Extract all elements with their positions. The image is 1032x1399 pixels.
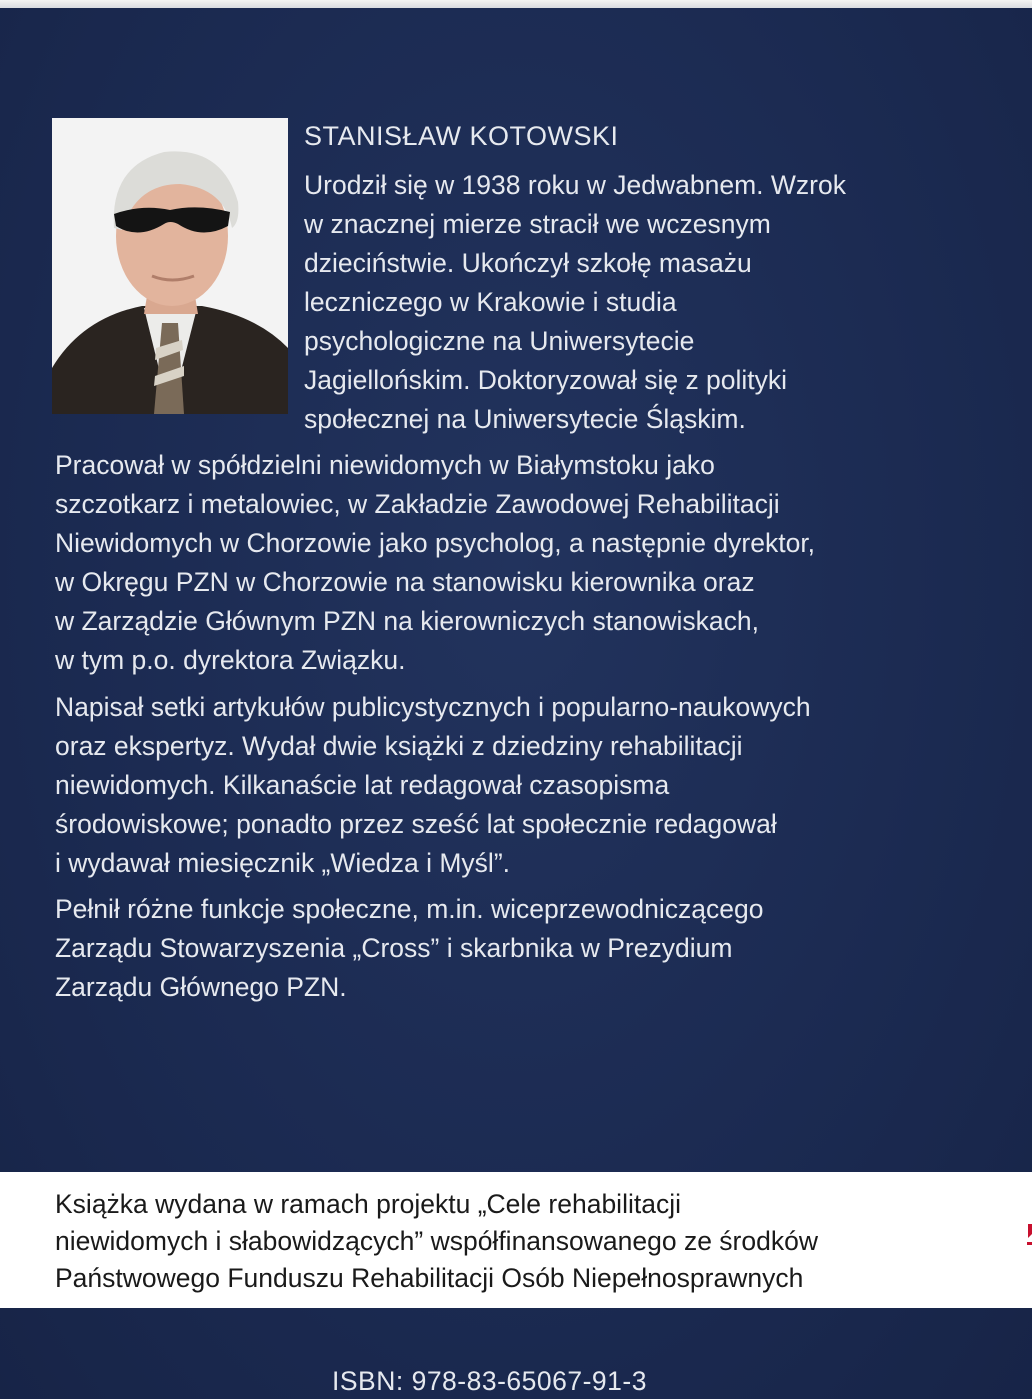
text-line: w tym p.o. dyrektora Związku. [55,645,406,675]
text-line: Pracował w spółdzielni niewidomych w Białymstoku jako [55,450,715,480]
text-line: szczotkarz i metalowiec, w Zakładzie Zawodowej Rehabilitacji [55,489,780,519]
text-line: niewidomych i słabowidzących” współfinansowanego ze środków [55,1226,818,1256]
text-line: dzieciństwie. Ukończył szkołę masażu [304,248,752,278]
partial-logo-icon [1024,1222,1032,1252]
text-line: w znacznej mierze stracił we wczesnym [304,209,771,239]
text-line: Jagiellońskim. Doktoryzował się z polityki [304,365,788,395]
text-line: Pełnił różne funkcje społeczne, m.in. wiceprzewodniczącego [55,894,764,924]
social-functions-paragraph [55,890,764,1007]
funding-note [55,1186,818,1297]
isbn-number: ISBN: 978-83-65067-91-3 [332,1366,647,1396]
bio-intro-paragraph [304,166,846,439]
text-line: środowiskowe; ponadto przez sześć lat społecznie redagował [55,809,777,839]
text-line: leczniczego w Krakowie i studia [304,287,677,317]
text-line: w Zarządzie Głównym PZN na kierowniczych stanowiskach, [55,606,759,636]
career-paragraph [55,446,815,680]
author-photo [52,118,288,414]
text-line: Państwowego Funduszu Rehabilitacji Osób Niepełnosprawnych [55,1263,804,1293]
text-line: psychologiczne na Uniwersytecie [304,326,695,356]
text-line: społecznej na Uniwersytecie Śląskim. [304,404,746,434]
text-line: niewidomych. Kilkanaście lat redagował czasopisma [55,770,670,800]
publications-paragraph [55,688,811,883]
text-line: Niewidomych w Chorzowie jako psycholog, a następnie dyrektor, [55,528,816,558]
text-line: w Okręgu PZN w Chorzowie na stanowisku kierownika oraz [55,567,755,597]
text-line: Urodził się w 1938 roku w Jedwabnem. Wzrok [304,170,846,200]
text-line: oraz ekspertyz. Wydał dwie książki z dziedziny rehabilitacji [55,731,743,761]
text-line: Zarządu Głównego PZN. [55,972,347,1002]
page-top-edge [0,0,1032,8]
text-line: Napisał setki artykułów publicystycznych i popularno-naukowych [55,692,811,722]
text-line: Książka wydana w ramach projektu „Cele rehabilitacji [55,1189,681,1219]
text-line: Zarządu Stowarzyszenia „Cross” i skarbnika w Prezydium [55,933,733,963]
author-name: STANISŁAW KOTOWSKI [304,121,619,151]
text-line: i wydawał miesięcznik „Wiedza i Myśl”. [55,848,511,878]
